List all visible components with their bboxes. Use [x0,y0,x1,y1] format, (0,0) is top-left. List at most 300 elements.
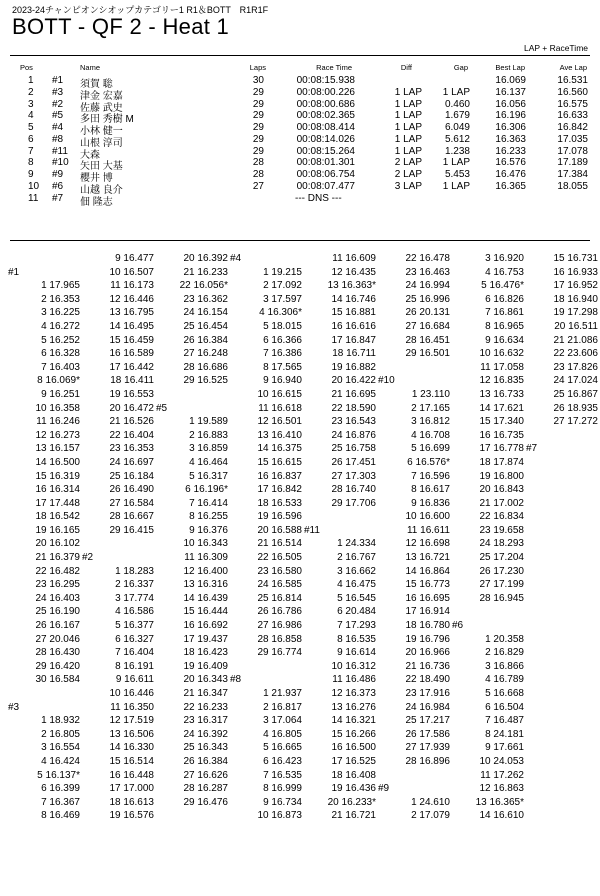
lap-time-entry: 10 16.615 [257,388,302,400]
lap-time-entry: 26 17.451 [331,456,376,468]
car-lap-heading: #8 [230,674,242,686]
result-ave-lap: 16.560 [557,86,588,98]
lap-time-entry: 5 16.699 [411,443,450,455]
lap-time-entry: 4 16.586 [115,606,154,618]
lap-time-entry: 5 16.665 [263,742,302,754]
lap-time-entry: 12 16.835 [479,375,524,387]
lap-time-entry: 25 16.996 [405,293,450,305]
result-race-time: 00:08:02.365 [296,110,355,122]
lap-time-entry: 8 16.191 [115,660,154,672]
lap-time-entry: 28 16.287 [183,783,228,795]
lap-time-entry: 18 17.874 [479,456,524,468]
lap-time-entry: 26 16.490 [109,484,154,496]
lap-time-entry: 10 24.053 [479,755,524,767]
result-gap: 5.453 [444,169,470,180]
lap-time-entry: 6 16.576* [407,456,450,468]
result-pos: 3 [28,98,34,110]
lap-time-entry: 24 16.585 [257,579,302,591]
section-divider [10,240,590,241]
lap-time-entry: 13 16.316 [183,579,228,591]
lap-time-entry: 5 16.545 [337,592,376,604]
result-ave-lap: 16.842 [557,122,588,133]
result-diff: 1 LAP [394,145,422,157]
result-ave-lap: 17.189 [557,157,588,169]
lap-time-entry: 15 16.731 [553,253,598,264]
lap-time-entry: 1 23.110 [411,388,450,400]
lap-time-entry: 3 16.859 [189,443,228,455]
lap-time-entry: 13 16.795 [109,307,154,319]
result-best-lap: 16.476 [495,169,526,180]
result-driver-name: 津金 宏嘉 [80,90,123,102]
result-pos: 2 [28,86,34,98]
lap-time-entry: 11 17.058 [480,361,524,373]
lap-time-entry: 25 16.758 [331,443,376,455]
lap-time-entry: 6 16.196* [185,484,228,496]
lap-time-entry: 19 16.409 [183,660,228,672]
lap-time-entry: 7 16.414 [189,497,228,509]
lap-time-entry: 6 16.399 [41,783,80,795]
result-row [0,169,600,184]
lap-time-entry: 8 24.181 [485,728,524,740]
lap-column [8,252,80,823]
lap-time-entry: 19 16.796 [405,633,450,645]
lap-spacer [452,605,524,619]
lap-time-entry: 25 17.217 [405,715,450,727]
header-gap: Gap [453,63,468,72]
lap-time-entry: 1 17.965 [41,280,80,292]
lap-time-entry: 18 16.411 [110,375,154,387]
lap-time-entry: 11 16.309 [184,552,228,564]
lap-time-entry: 23 16.317 [183,715,228,727]
lap-time-entry: 3 16.554 [41,742,80,754]
lap-time-entry: 7 16.596 [411,470,450,482]
lap-time-entry: 22 16.404 [109,429,154,441]
result-diff: 1 LAP [394,133,422,145]
car-lap-heading: #5 [156,402,168,414]
lap-time-entry: 17 16.914 [405,606,450,618]
car-lap-heading: #3 [8,701,20,713]
header-best-lap: Best Lap [495,63,525,72]
lap-time-entry: 19 16.596 [257,511,302,523]
result-gap: 6.049 [444,122,470,133]
lap-time-entry: 4 16.805 [263,728,302,740]
lap-time-entry: 27 17.303 [331,470,376,482]
lap-time-entry: 18 16.533 [257,497,302,509]
result-laps: 29 [252,133,264,145]
lap-time-entry: 11 16.618 [258,402,302,414]
lap-time-entry: 9 17.661 [485,742,524,754]
lap-time-entry: 6 16.504 [485,701,524,713]
result-pos: 5 [28,122,34,133]
lap-time-entry: 16 16.837 [257,470,302,482]
lap-time-entry: 18 16.423 [183,647,228,659]
result-race-time: 00:08:06.754 [296,169,355,180]
lap-time-entry: 8 16.965 [485,320,524,332]
lap-time-entry: 10 16.873 [257,810,302,822]
lap-time-entry: 12 16.446 [109,293,154,305]
lap-time-entry: 27 17.199 [479,579,524,591]
lap-time-entry: 22 18.590 [331,402,376,414]
result-race-time: 00:08:07.477 [296,180,355,192]
lap-time-entry: 24 17.024 [553,375,598,387]
lap-time-entry: 26 16.786 [257,606,302,618]
race-title: BOTT - QF 2 - Heat 1 [12,14,230,39]
lap-time-entry: 8 16.999 [263,783,302,795]
lap-time-entry: 23 16.353 [109,443,154,455]
lap-time-entry: 11 16.173 [110,280,154,292]
lap-time-entry: 24 16.876 [331,429,376,441]
result-diff: 1 LAP [394,86,422,98]
lap-time-entry: 19 16.165 [35,524,80,536]
lap-time-entry: 24 16.697 [109,456,154,468]
lap-time-entry: 30 16.584 [35,674,80,686]
lap-time-entry: 24 18.293 [479,538,524,550]
lap-spacer [82,537,154,551]
result-pos: 8 [28,157,34,169]
lap-time-entry: 6 16.366 [263,334,302,346]
lap-time-entry: 21 16.347 [183,688,228,699]
lap-time-entry: 1 18.283 [115,565,154,577]
car-lap-heading: #1 [8,266,20,278]
result-laps: 29 [252,122,264,133]
lap-time-entry: 18 16.408 [331,769,376,781]
lap-time-entry: 21 16.695 [331,388,376,400]
lap-time-entry: 16 16.589 [109,348,154,360]
result-driver-name: 大森 [80,149,100,161]
lap-time-entry: 29 16.476 [183,796,228,808]
lap-time-entry: 9 16.477 [115,253,154,264]
lap-time-entry: 25 16.867 [553,388,598,400]
result-gap: 5.612 [444,133,470,145]
lap-time-entry: 2 17.092 [263,280,302,292]
lap-time-entry: 22 16.834 [479,511,524,523]
lap-time-entry: 19 16.800 [479,470,524,482]
lap-time-entry: 27 16.584 [109,497,154,509]
lap-time-entry: 20 16.843 [479,484,524,496]
result-best-lap: 16.576 [495,157,526,169]
lap-time-entry: 18 16.542 [35,511,80,523]
lap-time-entry: 29 17.706 [331,497,376,509]
lap-column [230,252,302,823]
lap-time-entry: 23 16.463 [405,266,450,278]
result-laps: 29 [252,98,264,110]
lap-time-entry: 18 16.780 [405,620,450,632]
lap-time-entry: 15 16.514 [109,755,154,767]
lap-time-entry: 23 19.658 [479,524,524,536]
result-laps: 29 [252,110,264,122]
lap-time-entry: 3 16.812 [411,416,450,428]
lap-time-entry: 3 16.662 [337,565,376,577]
lap-time-entry: 2 16.817 [263,701,302,713]
lap-time-entry: 23 16.543 [331,416,376,428]
lap-time-entry: 11 16.609 [332,253,376,264]
lap-time-entry: 4 16.753 [485,266,524,278]
lap-time-entry: 10 16.446 [109,688,154,699]
result-best-lap: 16.056 [495,98,526,110]
header-diff: Diff [400,63,412,72]
result-row [0,98,600,114]
lap-time-entry: 17 16.778 [479,443,524,455]
result-gap: 1 LAP [442,180,470,192]
lap-time-entry: 22 16.478 [405,253,450,264]
lap-time-entry: 2 16.337 [115,579,154,591]
lap-time-entry: 9 16.376 [189,524,228,536]
result-laps: 30 [252,75,264,86]
lap-time-entry: 19 16.553 [109,388,154,400]
lap-time-entry: 22 16.505 [257,552,302,564]
lap-time-entry: 11 17.262 [480,769,524,781]
lap-time-entry: 15 16.773 [405,579,450,591]
lap-time-entry: 26 17.586 [405,728,450,740]
result-best-lap: 16.363 [495,133,526,145]
result-pos: 9 [28,169,34,180]
car-lap-heading: #2 [82,552,94,564]
lap-time-entry: 2 17.165 [411,402,450,414]
lap-time-entry: 7 16.403 [41,361,80,373]
lap-time-entry: 28 16.430 [35,647,80,659]
lap-time-entry: 22 16.233 [183,701,228,713]
lap-time-entry: 15 16.459 [109,334,154,346]
lap-time-entry: 11 16.350 [110,701,154,713]
result-driver-name: 櫻井 博 [80,173,113,184]
result-best-lap: 16.137 [495,86,526,98]
lap-time-entry: 2 16.767 [337,552,376,564]
lap-time-entry: 13 16.733 [479,388,524,400]
lap-spacer [304,510,376,524]
lap-time-entry: 2 16.829 [485,647,524,659]
result-ave-lap: 17.078 [557,145,588,157]
lap-time-entry: 28 16.858 [257,633,302,645]
result-ave-lap: 16.531 [557,75,588,86]
lap-time-entry: 28 16.945 [479,592,524,604]
lap-time-entry: 6 16.327 [115,633,154,645]
lap-time-entry: 25 16.190 [35,606,80,618]
result-gap: 1 LAP [442,157,470,169]
lap-column [452,252,524,823]
result-ave-lap: 17.384 [557,169,588,180]
lap-time-entry: 17 17.448 [35,497,80,509]
lap-time-entry: 6 20.484 [337,606,376,618]
result-diff: 2 LAP [394,169,422,180]
lap-time-entry: 21 16.721 [331,810,376,822]
result-row [0,122,600,137]
lap-time-entry: 13 16.365* [475,796,524,808]
lap-time-entry: 7 16.861 [485,307,524,319]
lap-time-entry: 29 16.774 [257,647,302,659]
lap-time-entry: 15 16.881 [331,307,376,319]
lap-time-entry: 21 17.002 [479,497,524,509]
lap-time-entry: 12 17.519 [109,715,154,727]
lap-spacer [378,769,450,783]
lap-time-entry: 14 16.321 [331,715,376,727]
result-car-number: #10 [52,157,69,169]
result-driver-name: 佃 隆志 [80,196,113,208]
lap-time-entry: 14 16.500 [35,456,80,468]
lap-time-entry: 27 17.939 [405,742,450,754]
lap-time-entry: 22 23.606 [553,348,598,360]
result-diff: 1 LAP [394,122,422,133]
lap-time-entry: 27 16.684 [405,320,450,332]
lap-time-entry: 14 16.495 [109,320,154,332]
lap-time-entry: 26 16.384 [183,755,228,767]
result-car-number: #3 [52,86,64,98]
lap-time-entry: 20 16.392 [183,253,228,264]
result-driver-name: 須賀 聡 [80,79,113,90]
lap-time-entry: 8 17.565 [263,361,302,373]
result-best-lap: 16.233 [495,145,526,157]
lap-time-entry: 14 16.864 [405,565,450,577]
lap-time-entry: 1 19.215 [263,266,302,278]
lap-time-entry: 23 16.362 [183,293,228,305]
lap-time-entry: 16 16.735 [479,429,524,441]
lap-time-entry: 22 16.482 [35,565,80,577]
lap-time-entry: 2 16.883 [189,429,228,441]
lap-time-entry: 2 16.353 [41,293,80,305]
result-car-number: #9 [52,169,64,180]
lap-time-entry: 18 16.711 [332,348,376,360]
result-driver-name: 矢田 大基 [80,161,123,173]
lap-time-entry: 21 21.086 [553,334,598,346]
result-pos: 7 [28,145,34,157]
lap-time-entry: 3 16.920 [485,253,524,264]
lap-time-entry: 8 16.617 [411,484,450,496]
lap-time-entry: 8 16.535 [337,633,376,645]
result-ave-lap: 16.575 [557,98,588,110]
result-driver-name: 山越 良介 [80,184,123,196]
lap-time-entry: 3 17.774 [115,592,154,604]
header-race-time: Race Time [316,63,352,72]
result-pos: 11 [28,192,39,204]
lap-time-entry: 3 16.225 [41,307,80,319]
lap-time-entry: 13 16.506 [109,728,154,740]
result-ave-lap: 16.633 [557,110,588,122]
result-driver-name: 佐藤 武史 [80,102,123,114]
result-diff: 2 LAP [394,157,422,169]
lap-time-entry: 4 16.789 [485,674,524,686]
lap-time-entry: 9 16.734 [263,796,302,808]
car-lap-heading: #9 [378,783,390,795]
result-car-number: #2 [52,98,64,110]
lap-time-entry: 12 16.863 [479,783,524,795]
lap-time-entry: 27 16.626 [183,769,228,781]
lap-time-entry: 4 16.424 [41,755,80,767]
lap-time-entry: 21 16.736 [405,660,450,672]
lap-time-entry: 25 17.204 [479,552,524,564]
header-divider [10,55,590,56]
result-race-time: 00:08:08.414 [296,122,355,133]
lap-column [304,252,376,823]
lap-time-entry: 2 16.805 [41,728,80,740]
lap-time-entry: 20 16.422 [331,375,376,387]
lap-time-entry: 14 16.439 [183,592,228,604]
result-pos: 1 [28,75,34,86]
lap-time-entry: 5 16.252 [41,334,80,346]
event-title: 2023-24チャンピオンシオップカテゴリー1 R1＆BOTT R1R1F [12,5,269,15]
lap-time-entry: 12 16.373 [331,688,376,699]
lap-time-entry: 29 16.525 [183,375,228,387]
lap-time-entry: 11 16.246 [36,416,80,428]
lap-time-entry: 8 16.469 [41,810,80,822]
result-car-number: #11 [52,145,68,157]
lap-time-entry: 7 16.487 [485,715,524,727]
result-laps: 29 [252,145,264,157]
result-car-number: #7 [52,192,64,204]
result-ave-lap: 17.035 [557,133,588,145]
lap-time-entry: 20 16.588 [257,524,302,536]
result-gap: 0.460 [444,98,470,110]
result-ave-lap: 18.055 [557,180,588,192]
lap-time-entry: 17 16.842 [257,484,302,496]
lap-time-entry: 12 16.400 [183,565,228,577]
lap-time-entry: 4 16.306* [259,307,302,319]
lap-time-entry: 19 16.436 [331,783,376,795]
lap-time-entry: 26 17.230 [479,565,524,577]
lap-time-entry: 1 20.358 [485,633,524,645]
lap-time-entry: 28 16.740 [331,484,376,496]
lap-time-entry: 10 16.343 [183,538,228,550]
lap-time-entry: 9 16.836 [411,497,450,509]
lap-time-entry: 20 16.511 [554,320,598,332]
lap-time-entry: 12 16.501 [257,416,302,428]
lap-time-entry: 9 16.634 [485,334,524,346]
lap-time-entry: 12 16.273 [35,429,80,441]
lap-time-entry: 29 16.420 [35,660,80,672]
lap-spacer [230,660,302,674]
lap-time-entry: 9 16.614 [337,647,376,659]
car-lap-heading: #4 [230,253,242,264]
lap-time-entry: 25 16.454 [183,320,228,332]
result-car-number: #4 [52,122,64,133]
lap-time-entry: 5 16.137* [37,769,80,781]
result-car-number: #6 [52,180,64,192]
lap-time-entry: 15 16.444 [183,606,228,618]
lap-time-entry: 27 17.272 [553,416,598,428]
lap-time-entry: 27 16.248 [183,348,228,360]
result-race-time: 00:08:14.026 [296,133,355,145]
lap-time-entry: 14 16.746 [331,293,376,305]
result-pos: 10 [28,180,40,192]
lap-time-entry: 16 16.692 [183,620,228,632]
lap-time-entry: 6 16.328 [41,348,80,360]
lap-time-entry: 20 16.472 [109,402,154,414]
lap-column [526,252,598,456]
lap-time-entry: 13 16.410 [257,429,302,441]
lap-time-entry: 17 16.847 [331,334,376,346]
report-type: LAP + RaceTime [523,43,588,53]
result-diff: 1 LAP [394,98,422,110]
result-gap: 1.679 [444,110,470,122]
lap-time-entry: 16 16.448 [109,769,154,781]
lap-time-entry: 25 16.184 [109,470,154,482]
result-laps: 28 [252,157,264,169]
lap-time-entry: 5 16.317 [189,470,228,482]
lap-time-entry: 16 16.314 [35,484,80,496]
lap-time-entry: 16 16.695 [405,592,450,604]
lap-time-entry: 5 16.668 [485,688,524,699]
header-ave-lap: Ave Lap [559,63,587,72]
result-best-lap: 16.069 [495,75,526,86]
lap-time-entry: 21 16.514 [257,538,302,550]
lap-time-entry: 16 16.500 [331,742,376,754]
lap-time-entry: 10 16.358 [35,402,80,414]
lap-time-entry: 18 16.613 [109,796,154,808]
result-laps: 28 [252,169,264,180]
lap-time-entry: 27 20.046 [35,633,80,645]
lap-time-entry: 3 17.064 [263,715,302,727]
lap-time-entry: 4 16.475 [337,579,376,591]
lap-time-entry: 23 17.826 [553,361,598,373]
lap-time-entry: 9 16.611 [115,674,154,686]
